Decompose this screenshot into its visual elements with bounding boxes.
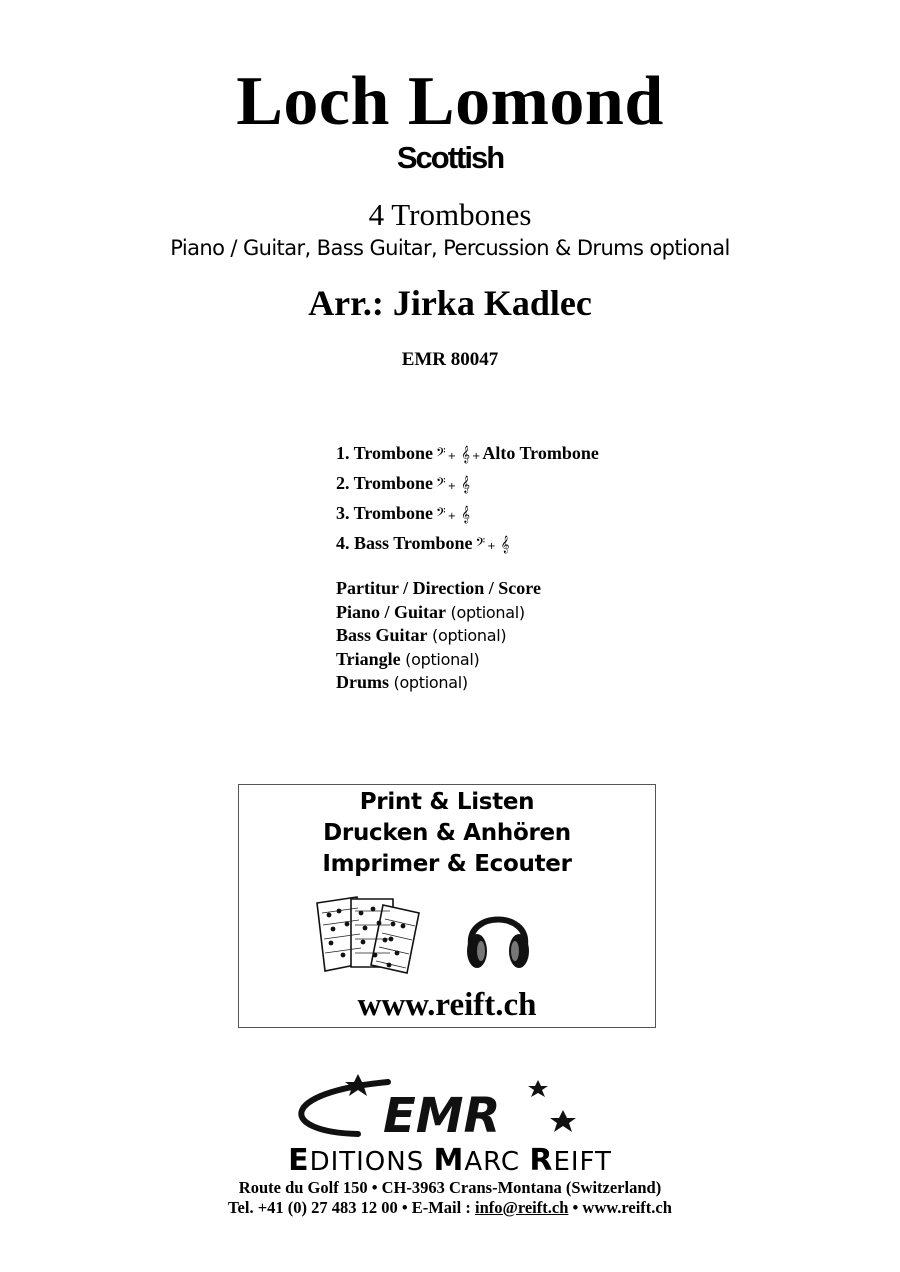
part-extra: Alto Trombone bbox=[482, 443, 599, 463]
emr-logo bbox=[238, 1072, 638, 1142]
logo-text: EMR bbox=[383, 1088, 501, 1142]
extra-parts-list bbox=[336, 577, 541, 695]
bass-clef-icon: 𝄢 bbox=[475, 535, 486, 553]
catalog-number: EMR 80047 bbox=[401, 349, 499, 370]
part-label: 4. Bass Trombone bbox=[336, 533, 473, 553]
publisher-name: EDITIONS MARC REIFT bbox=[288, 1143, 612, 1178]
part-label: 1. Trombone bbox=[336, 443, 434, 463]
part-3 bbox=[336, 500, 599, 530]
extra-item: Partitur / Direction / Score bbox=[336, 578, 541, 598]
promo-line-en: Print & Listen bbox=[359, 789, 535, 815]
bass-clef-icon: 𝄢 bbox=[436, 505, 446, 523]
plus-sign: + bbox=[447, 451, 457, 462]
page-title: Loch Lomond bbox=[236, 63, 664, 140]
part-label: 2. Trombone bbox=[336, 473, 434, 493]
subtitle: Scottish bbox=[396, 140, 504, 175]
extra-item: Bass Guitar (optional) bbox=[336, 625, 507, 645]
optional-instruments: Piano / Guitar, Bass Guitar, Percussion & Drums optional bbox=[170, 236, 730, 260]
extra-item: Triangle (optional) bbox=[336, 648, 480, 669]
extra-item: Drums (optional) bbox=[336, 672, 468, 692]
publisher-contact: Tel. +41 (0) 27 483 12 00 • E-Mail : info@reift.ch • www.reift.ch bbox=[228, 1198, 672, 1217]
promo-website[interactable]: www.reift.ch bbox=[357, 987, 537, 1023]
extra-item: Piano / Guitar (optional) bbox=[336, 601, 525, 622]
part-2 bbox=[336, 470, 599, 500]
parts-list bbox=[336, 440, 599, 560]
plus-sign: + bbox=[447, 481, 457, 492]
print-listen-box bbox=[238, 784, 656, 1028]
publisher-address: Route du Golf 150 • CH-3963 Crans-Montana (Switzerland) bbox=[238, 1178, 662, 1197]
arranger: Arr.: Jirka Kadlec bbox=[308, 283, 592, 323]
treble-clef-icon: 𝄞 bbox=[461, 475, 470, 493]
bass-clef-icon: 𝄢 bbox=[436, 445, 446, 463]
treble-clef-icon: 𝄞 bbox=[500, 535, 510, 553]
part-label: 3. Trombone bbox=[336, 503, 434, 523]
sheet-music-icon bbox=[313, 895, 423, 975]
scoring: 4 Trombones bbox=[368, 197, 532, 232]
plus-sign: + bbox=[487, 541, 496, 552]
email-link[interactable]: info@reift.ch bbox=[474, 1198, 569, 1217]
promo-line-fr: Imprimer & Ecouter bbox=[322, 851, 572, 877]
part-1 bbox=[336, 440, 599, 470]
treble-clef-icon: 𝄞 bbox=[461, 505, 470, 523]
part-4 bbox=[336, 530, 599, 560]
plus-sign: + bbox=[471, 451, 481, 462]
headphones-icon bbox=[463, 895, 533, 975]
bass-clef-icon: 𝄢 bbox=[436, 475, 446, 493]
promo-line-de: Drucken & Anhören bbox=[323, 820, 571, 846]
plus-sign: + bbox=[447, 511, 457, 522]
treble-clef-icon: 𝄞 bbox=[461, 445, 470, 463]
